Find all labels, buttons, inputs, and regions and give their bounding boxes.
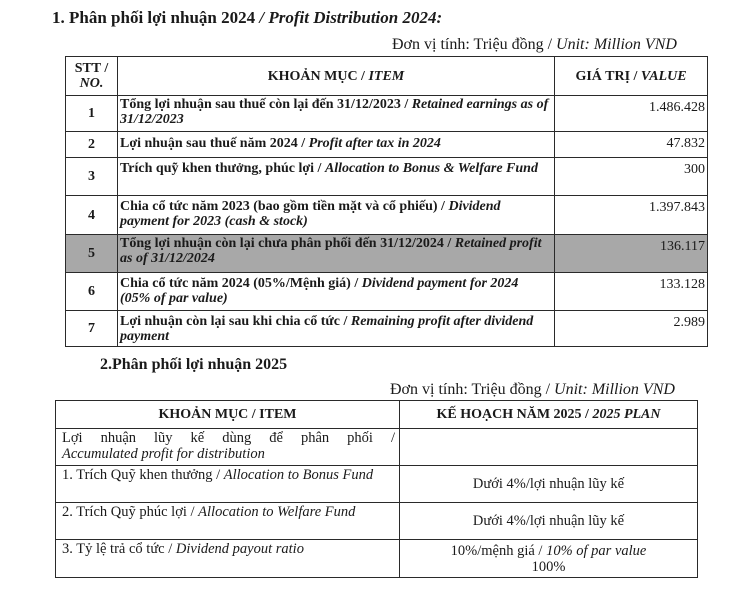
- row-number: 3: [66, 158, 118, 196]
- table-header-row: [66, 57, 708, 96]
- table-header-row: [56, 401, 698, 429]
- row-value: 47.832: [555, 132, 708, 158]
- row-item-vi: Lợi nhuận lũy kế dùng để phân phối /: [62, 430, 395, 446]
- plan-header: [400, 401, 698, 429]
- row-item: [56, 503, 400, 540]
- row-item-vi: Chia cổ tức năm 2024 (05%/Mệnh giá) /: [120, 276, 362, 291]
- row-item-en: Dividend payment for 2023 (cash & stock): [120, 199, 501, 229]
- section1-unit-vi: Đơn vị tính: Triệu đồng /: [392, 36, 557, 53]
- profit-distribution-2025-table: [55, 400, 698, 578]
- row-number: 6: [66, 273, 118, 311]
- section1-unit: [392, 36, 677, 54]
- table-row: [66, 96, 708, 132]
- section1-title-vi: 1. Phân phối lợi nhuận 2024: [52, 8, 256, 27]
- row-item-en: Dividend payout ratio: [175, 541, 304, 557]
- section2-unit: [390, 381, 675, 399]
- stt-header-en: NO.: [79, 76, 104, 91]
- row-item-en: Retained profit as of 31/12/2024: [120, 236, 542, 266]
- row-plan-value: [400, 429, 698, 466]
- section1-title: [52, 8, 442, 28]
- row-number: 7: [66, 311, 118, 347]
- row-item-vi: Lợi nhuận còn lại sau khi chia cổ tức /: [120, 314, 351, 329]
- row-item-vi: 2. Trích Quỹ phúc lợi /: [62, 504, 199, 520]
- table-row: [66, 273, 708, 311]
- value-header-en: VALUE: [640, 68, 687, 84]
- row-item-vi: 3. Tỷ lệ trả cổ tức /: [62, 541, 176, 557]
- row-number: 2: [66, 132, 118, 158]
- row-item: [118, 196, 555, 235]
- section1-unit-en: Unit: Million VND: [556, 36, 677, 53]
- table-row: [56, 503, 698, 540]
- plan-header-en: 2025 PLAN: [592, 407, 661, 422]
- plan-header-vi: KẾ HOẠCH NĂM 2025 /: [436, 407, 593, 422]
- table-row: [66, 311, 708, 347]
- table-row-highlighted: [66, 235, 708, 273]
- row-item-en: Profit after tax in 2024: [308, 136, 441, 151]
- row-value: 300: [555, 158, 708, 196]
- profit-distribution-2024-table: [65, 56, 708, 347]
- row-number: 4: [66, 196, 118, 235]
- row-plan-value: Dưới 4%/lợi nhuận lũy kế: [400, 503, 698, 540]
- section2-unit-en: Unit: Million VND: [554, 381, 675, 398]
- row-item: [118, 273, 555, 311]
- row-number: 1: [66, 96, 118, 132]
- row-item-en: Dividend payment for 2024 (05% of par value): [120, 276, 519, 306]
- row-item-vi: 1. Trích Quỹ khen thưởng /: [62, 467, 224, 483]
- row-value: 136.117: [555, 235, 708, 273]
- row-plan-value: [400, 540, 698, 578]
- row-item-en: Retained earnings as of 31/12/2023: [120, 97, 549, 127]
- section2-unit-vi: Đơn vị tính: Triệu đồng /: [390, 381, 555, 398]
- row-item-en: Remaining profit after dividend payment: [120, 314, 534, 344]
- item-header-en: ITEM: [368, 68, 405, 84]
- table-row: [56, 540, 698, 578]
- table-row: [56, 429, 698, 466]
- row-item-vi: Tổng lợi nhuận còn lại chưa phân phối đến 31/12/2024 /: [120, 236, 455, 251]
- item-header-vi: KHOẢN MỤC /: [267, 68, 369, 84]
- row-value: 1.397.843: [555, 196, 708, 235]
- table-row: [66, 132, 708, 158]
- item-header: KHOẢN MỤC / ITEM: [56, 401, 400, 429]
- row-value: 1.486.428: [555, 96, 708, 132]
- row-item: [118, 96, 555, 132]
- row-item-en: Allocation to Bonus Fund: [223, 467, 374, 483]
- value-header: [555, 57, 708, 96]
- row-item-en: Allocation to Welfare Fund: [198, 504, 356, 520]
- table-row: [66, 196, 708, 235]
- row-item-vi: Trích quỹ khen thưởng, phúc lợi /: [120, 161, 325, 176]
- value-header-vi: GIÁ TRỊ /: [575, 68, 641, 84]
- item-header: [118, 57, 555, 96]
- row-item-vi: Tổng lợi nhuận sau thuế còn lại đến 31/12/2023 /: [120, 97, 412, 112]
- row-value: 2.989: [555, 311, 708, 347]
- row-item: [118, 158, 555, 196]
- row-item: [118, 132, 555, 158]
- stt-header: [66, 57, 118, 96]
- row-item: [56, 429, 400, 466]
- section1-title-en: / Profit Distribution 2024:: [255, 8, 443, 27]
- row-item-vi: Chia cổ tức năm 2023 (bao gồm tiền mặt và cổ phiếu) /: [120, 199, 449, 214]
- plan-value-line2: 100%: [531, 558, 566, 575]
- row-item: [56, 540, 400, 578]
- stt-header-vi: STT /: [74, 61, 109, 76]
- table-row: [66, 158, 708, 196]
- plan-value-en: 10% of par value: [546, 542, 647, 559]
- row-number: 5: [66, 235, 118, 273]
- row-item-en: Accumulated profit for distribution: [62, 446, 265, 462]
- row-item: [56, 466, 400, 503]
- section2-title: 2.Phân phối lợi nhuận 2025: [100, 356, 288, 373]
- row-item-en: Allocation to Bonus & Welfare Fund: [324, 161, 538, 176]
- table-row: [56, 466, 698, 503]
- plan-value-vi: 10%/mệnh giá /: [450, 542, 547, 559]
- plan-value-line1: [400, 543, 697, 559]
- row-plan-value: Dưới 4%/lợi nhuận lũy kế: [400, 466, 698, 503]
- row-item: [118, 235, 555, 273]
- row-item: [118, 311, 555, 347]
- row-value: 133.128: [555, 273, 708, 311]
- row-item-vi: Lợi nhuận sau thuế năm 2024 /: [120, 136, 309, 151]
